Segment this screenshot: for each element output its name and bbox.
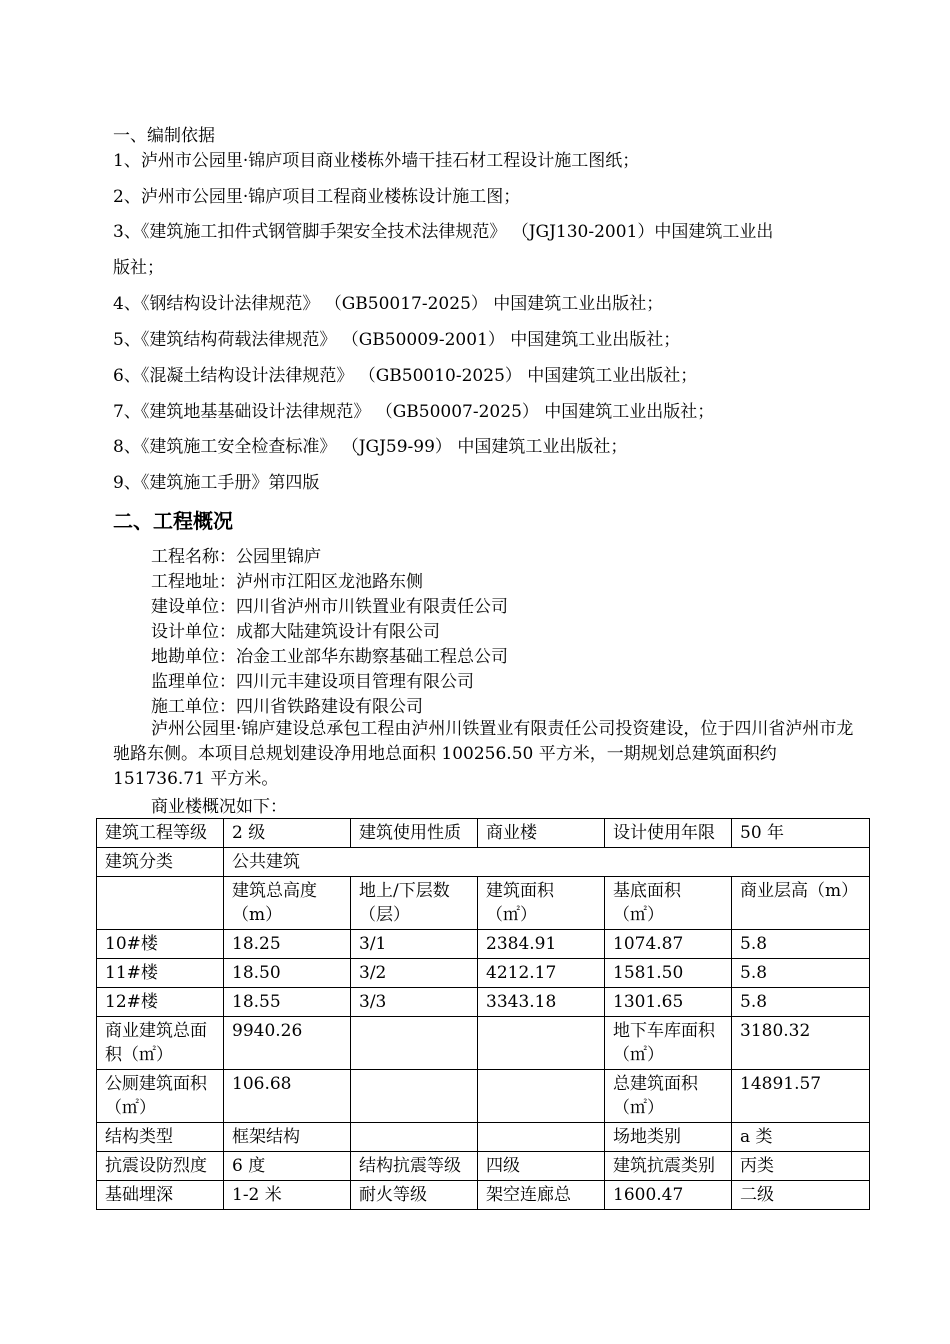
table-row [97,1181,870,1210]
table-cell: 建筑使用性质 [351,819,478,848]
section-2-title: 二、工程概况 [113,509,233,533]
table-cell: 9940.26 [224,1017,351,1070]
basis-item-6: 6、《混凝土结构设计法律规范》 （GB50010-2025） 中国建筑工业出版社； [113,366,698,386]
table-row [97,877,870,930]
table-cell: a 类 [732,1123,870,1152]
table-cell: 商业楼 [478,819,605,848]
table-cell: 框架结构 [224,1123,351,1152]
table-cell: 50 年 [732,819,870,848]
table-row [97,819,870,848]
table-cell: 总建筑面积（㎡） [605,1070,732,1123]
table-cell: 公厕建筑面积（㎡） [97,1070,224,1123]
table-cell: 建筑面积（㎡） [478,877,605,930]
table-cell [478,1017,605,1070]
table-cell: 3180.32 [732,1017,870,1070]
table-cell: 5.8 [732,930,870,959]
table-row [97,848,870,877]
table-cell: 公共建筑 [224,848,870,877]
table-cell: 18.50 [224,959,351,988]
owner-unit: 建设单位：四川省泸州市川铁置业有限责任公司 [151,597,508,617]
table-cell [478,1070,605,1123]
table-cell: 11#楼 [97,959,224,988]
design-unit: 设计单位：成都大陆建筑设计有限公司 [151,622,440,642]
table-cell: 建筑抗震类别 [605,1152,732,1181]
table-cell: 5.8 [732,959,870,988]
project-address: 工程地址：泸州市江阳区龙池路东侧 [151,572,423,592]
table-cell: 设计使用年限 [605,819,732,848]
basis-item-1: 1、泸州市公园里·锦庐项目商业楼栋外墙干挂石材工程设计施工图纸； [113,151,640,171]
project-description [113,717,858,792]
table-cell: 建筑分类 [97,848,224,877]
basis-item-2: 2、泸州市公园里·锦庐项目工程商业楼栋设计施工图； [113,187,521,207]
basis-item-3: 3、《建筑施工扣件式钢管脚手架安全技术法律规范》 （JGJ130-2001）中国建筑工业出 [113,222,774,242]
table-cell: 1-2 米 [224,1181,351,1210]
table-intro: 商业楼概况如下： [151,797,287,817]
basis-item-4: 4、《钢结构设计法律规范》 （GB50017-2025） 中国建筑工业出版社； [113,294,664,314]
table-cell: 商业建筑总面积（㎡） [97,1017,224,1070]
table-cell: 结构抗震等级 [351,1152,478,1181]
project-name: 工程名称：公园里锦庐 [151,547,321,567]
table-cell: 抗震设防烈度 [97,1152,224,1181]
table-cell: 基底面积（㎡） [605,877,732,930]
table-cell: 四级 [478,1152,605,1181]
table-cell: 建筑工程等级 [97,819,224,848]
table-cell: 12#楼 [97,988,224,1017]
table-cell: 商业层高（m） [732,877,870,930]
basis-item-3-cont: 版社； [113,258,164,278]
table-cell: 3343.18 [478,988,605,1017]
table-cell: 丙类 [732,1152,870,1181]
table-cell [97,877,224,930]
building-spec-table [96,818,870,1210]
table-cell: 1301.65 [605,988,732,1017]
table-cell: 地下车库面积（㎡） [605,1017,732,1070]
table-cell [478,1123,605,1152]
table-cell: 结构类型 [97,1123,224,1152]
table-row [97,1152,870,1181]
table-cell: 18.55 [224,988,351,1017]
table-cell: 6 度 [224,1152,351,1181]
table-cell: 4212.17 [478,959,605,988]
table-cell: 基础埋深 [97,1181,224,1210]
table-cell: 1074.87 [605,930,732,959]
project-description-text: 泸州公园里·锦庐建设总承包工程由泸州川铁置业有限责任公司投资建设，位于四川省泸州市龙驰路东侧。本项目总规划建设净用地总面积 100256.50 平方米，一期规划总建筑面积约 151736.71 平方米。 [113,719,854,789]
table-cell: 3/3 [351,988,478,1017]
table-cell: 地上/下层数（层） [351,877,478,930]
table-cell [351,1017,478,1070]
table-cell: 2 级 [224,819,351,848]
table-cell: 5.8 [732,988,870,1017]
table-cell [351,1123,478,1152]
table-cell: 3/2 [351,959,478,988]
table-cell: 10#楼 [97,930,224,959]
basis-item-9: 9、《建筑施工手册》第四版 [113,473,320,493]
table-cell: 2384.91 [478,930,605,959]
table-row [97,959,870,988]
table-row [97,1017,870,1070]
table-cell: 14891.57 [732,1070,870,1123]
table-row [97,1070,870,1123]
table-row [97,988,870,1017]
basis-item-8: 8、《建筑施工安全检查标准》 （JGJ59-99） 中国建筑工业出版社； [113,437,628,457]
table-row [97,1123,870,1152]
table-cell: 1581.50 [605,959,732,988]
construction-unit: 施工单位：四川省铁路建设有限公司 [151,697,423,717]
table-cell: 建筑总高度（m） [224,877,351,930]
section-1-title: 一、编制依据 [113,126,215,146]
table-cell: 3/1 [351,930,478,959]
table-cell: 1600.47 [605,1181,732,1210]
survey-unit: 地勘单位：冶金工业部华东勘察基础工程总公司 [151,647,508,667]
table-cell: 二级 [732,1181,870,1210]
table-cell: 18.25 [224,930,351,959]
basis-item-5: 5、《建筑结构荷载法律规范》 （GB50009-2001） 中国建筑工业出版社； [113,330,681,350]
table-cell: 106.68 [224,1070,351,1123]
table-cell: 架空连廊总 [478,1181,605,1210]
basis-item-7: 7、《建筑地基基础设计法律规范》 （GB50007-2025） 中国建筑工业出版社； [113,402,715,422]
table-cell [351,1070,478,1123]
supervision-unit: 监理单位：四川元丰建设项目管理有限公司 [151,672,474,692]
table-cell: 场地类别 [605,1123,732,1152]
table-row [97,930,870,959]
table-cell: 耐火等级 [351,1181,478,1210]
